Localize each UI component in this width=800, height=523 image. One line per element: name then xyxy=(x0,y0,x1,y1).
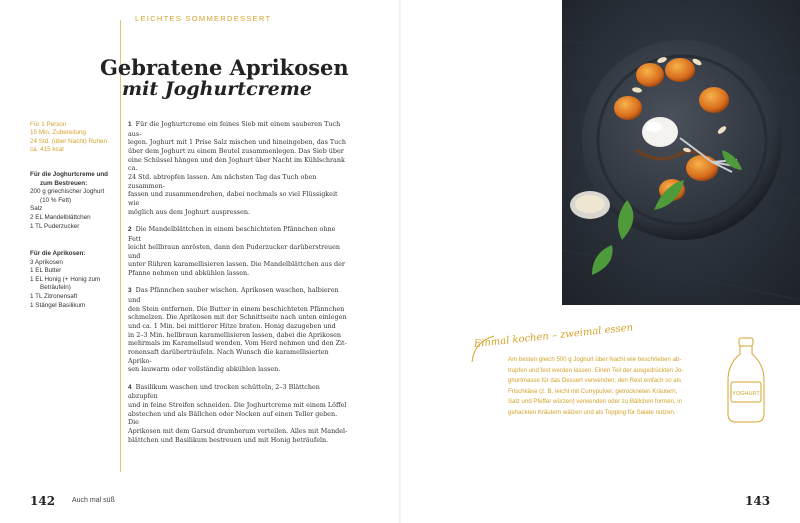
ingredient-item: 1 EL Honig (+ Honig zum xyxy=(30,275,101,283)
ingredient-item: 2 EL Mandelblättchen xyxy=(30,213,91,221)
step-4: 4 Basilikum waschen und trocken schütteln, 2–3 Blättchen abzupfen und in feine Streifen schneiden. Die Joghurtcreme mit einem Löffel abstechen und als Bällchen oder Nocken auf einen Teller geben. Die Aprikosen mit dem Garsud drumherum verteilen. Alles mit Mandel- blättchen und Basilikum bestreuen und mit Honig beträufeln. xyxy=(128,382,348,444)
page-number-right: 143 xyxy=(745,494,771,508)
ingredient-item: 1 Stängel Basilikum xyxy=(30,301,86,309)
recipe-subtitle: mit Joghurtcreme xyxy=(122,78,312,100)
ingredients-apricots xyxy=(30,250,118,310)
step-number: 4 xyxy=(128,383,132,391)
ingredient-item: (10 % Fett) xyxy=(40,196,72,204)
step-3: 3 Das Pfännchen sauber wischen. Aprikosen waschen, halbieren und den Stein entfernen. Die Butter in einem beschichteten Pfännchen schmelzen. Die Aprikosen mit der Schnittseite nach unten einlegen und ca. 1 Min. bei mittlerer Hitze braten. Honig dazugeben und in 2–3 Min. hellbraun karamellisieren lassen, dabei die Aprikosen mehrmals im Karamellsud wenden. Vom Herd nehmen und den Zit- ronensaft darüberträufeln. Nach Wunsch die karamellisierten Aprikо- sen lauwarm oder vollständig abkühlen lassen. xyxy=(128,286,347,374)
tip-title: Einmal kochen – zweimal essen xyxy=(473,322,634,350)
tip-text: Am besten gleich 500 g Joghurt über Nacht wie beschrieben ab- tropfen und fest werden lassen. Einen Teil der ausgedrückten Jo- ghurtmasse für das Dessert verwenden; den Rest einfach so als Frischkäse (z. B. leicht mit Currypulver, getrockneten Kräutern, Salz und Pfeffer würzen) verwenden oder zu Bällchen formen, in gehackten Kräutern wälzen und als Topping für Salate nutzen. xyxy=(508,356,684,416)
kicker: LEICHTES SOMMERDESSERT xyxy=(135,14,272,23)
meta-rest-time: 24 Std. (über Nacht) Ruhen xyxy=(30,137,108,145)
step-number: 3 xyxy=(128,287,132,295)
ingredient-item: 200 g griechischer Joghurt xyxy=(30,188,105,196)
ingredient-item: 3 Aprikosen xyxy=(30,258,63,266)
ingredient-item: 1 TL Puderzucker xyxy=(30,222,80,230)
yogurt-bottle-icon xyxy=(722,336,770,426)
ingredient-heading: zum Bestreuen: xyxy=(40,179,88,187)
ingredient-item: Salz xyxy=(30,205,43,213)
bottle-label: YOGHURT xyxy=(732,391,760,397)
meta-kcal: ca. 415 kcal xyxy=(30,146,64,154)
ingredient-item: 1 TL Zitronensaft xyxy=(30,292,78,300)
margin-rule xyxy=(120,20,121,472)
recipe-meta xyxy=(30,121,118,155)
step-2: 2 Die Mandelblättchen in einem beschichteten Pfännchen ohne Fett leicht hellbraun anrösten, dann den Puderzucker darüberstreuen und unter Rühren karamellisieren lassen. Die Mandelblättchen aus der Pfanne nehmen und abkühlen lassen. xyxy=(128,224,345,278)
meta-prep-time: 15 Min. Zubereitung xyxy=(30,129,87,137)
section-name: Auch mal süß xyxy=(72,497,115,504)
instructions xyxy=(128,120,348,453)
meta-servings: Für 1 Person xyxy=(30,121,67,128)
ingredient-heading: Für die Joghurtcreme und xyxy=(30,171,109,178)
ingredient-item: 1 EL Butter xyxy=(30,267,62,275)
page-number-left: 142 xyxy=(30,494,56,508)
step-number: 1 xyxy=(128,121,132,128)
step-number: 2 xyxy=(128,225,132,233)
ingredient-heading: Für die Aprikosen: xyxy=(30,250,86,257)
ingredients-yogurt xyxy=(30,171,118,231)
step-1: 1 Für die Joghurtcreme ein feines Sieb mit einem sauberen Tuch aus- legen. Joghurt mit 1 Prise Salz mischen und hineingeben, das Tuch über dem Joghurt zu einem Beutel zusammenlegen. Das Sieb über eine Schüssel hängen und den Joghurt über Nacht im Kühlschrank ca. 24 Std. abtropfen lassen. Am nächsten Tag das Tuch oben zusammen- fassen und zusammendrehen, dabei nochmals so viel Flüssigkeit wie möglich aus dem Joghurt auspressen. xyxy=(128,120,346,216)
right-page xyxy=(400,0,800,523)
recipe-title: Gebratene Aprikosen xyxy=(100,55,349,80)
ingredient-item: Beträufeln) xyxy=(40,284,71,292)
